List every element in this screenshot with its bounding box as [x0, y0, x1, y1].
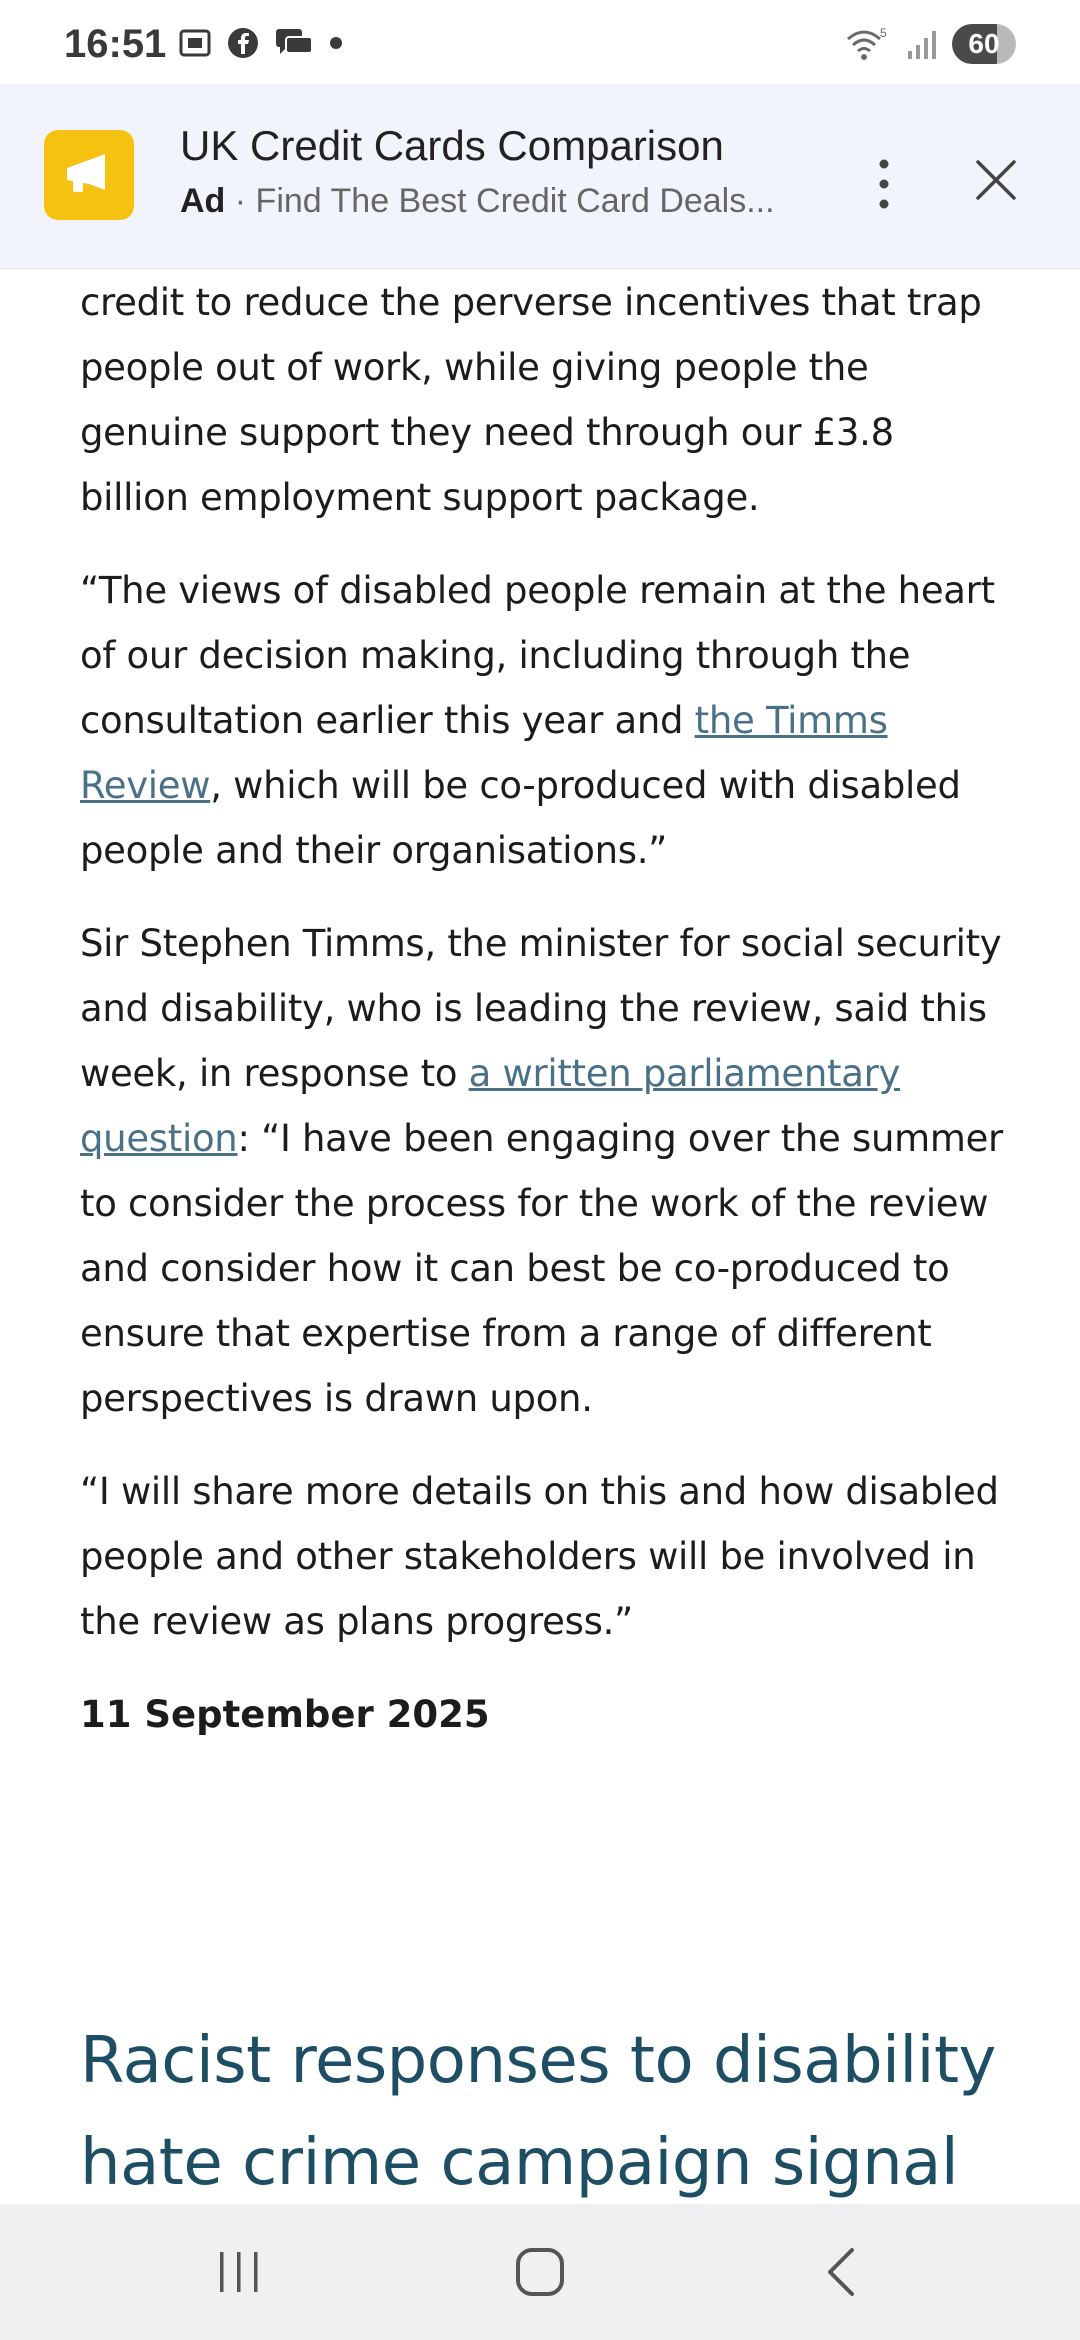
signal-icon [904, 27, 938, 61]
ad-badge: Ad [180, 182, 226, 220]
home-icon[interactable] [514, 2246, 566, 2298]
article-date: 11 September 2025 [80, 1693, 490, 1736]
ad-title[interactable]: UK Credit Cards Comparison [180, 122, 724, 169]
messenger-icon [274, 26, 314, 60]
battery-level: 60 [968, 28, 1000, 59]
paragraph-text: , which will be co-produced with disabled people and their organisations.” [80, 764, 961, 872]
article-paragraph [80, 911, 1010, 1431]
more-options-icon[interactable] [862, 154, 906, 214]
battery-icon [952, 24, 1016, 64]
svg-text:5: 5 [880, 26, 887, 40]
paragraph-text: Sir Stephen Timms, the minister for social security and disability, who is leading the review, said this week, in response to [80, 922, 1002, 1095]
ad-description: Find The Best Credit Card Deals... [255, 182, 775, 220]
screenshot-icon [178, 26, 212, 60]
status-time: 16:51 [64, 22, 167, 66]
status-bar [0, 0, 1080, 84]
article-body [80, 270, 1010, 1747]
article-paragraph: credit to reduce the perverse incentives that trap people out of work, while giving people the genuine support they need through our £3.8 billion employment support package. [80, 281, 982, 519]
paragraph-text: “The views of disabled people remain at the heart of our decision making, including through the consultation earlier this year and [80, 569, 995, 742]
back-icon[interactable] [822, 2246, 862, 2298]
facebook-icon [226, 26, 260, 60]
navigation-bar [0, 2204, 1080, 2340]
wifi-icon [844, 25, 890, 63]
ad-banner[interactable] [0, 84, 1080, 269]
close-icon[interactable] [970, 154, 1022, 206]
next-article-title[interactable]: Racist responses to disability hate crime campaign signal [80, 2024, 996, 2200]
article-paragraph [80, 558, 1010, 883]
recent-apps-icon[interactable] [214, 2246, 264, 2298]
article-paragraph: “I will share more details on this and how disabled people and other stakeholders will be involved in the review as plans progress.” [80, 1470, 999, 1643]
ad-subtitle[interactable] [180, 182, 775, 221]
dot-icon [328, 35, 344, 51]
paragraph-text: : “I have been engaging over the summer to consider the process for the work of the review and consider how it can best be co-produced to ensure that expertise from a range of different perspectives is drawn upon. [80, 1117, 1003, 1420]
timms-review-link[interactable]: the Timms Review [80, 699, 888, 807]
parliamentary-question-link[interactable]: a written parliamentary question [80, 1052, 901, 1160]
megaphone-icon[interactable] [44, 130, 134, 220]
ad-separator: · [225, 182, 256, 220]
